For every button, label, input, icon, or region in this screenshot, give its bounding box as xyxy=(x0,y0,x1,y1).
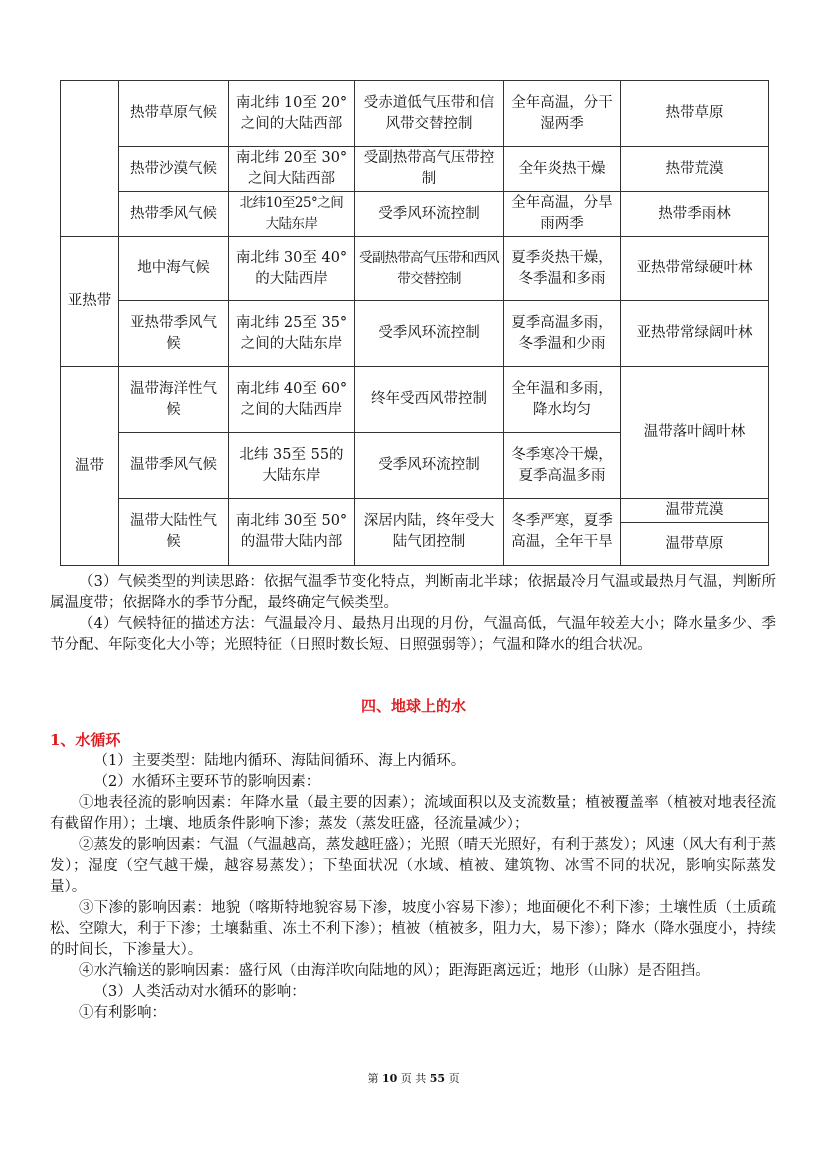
location-cell: 北纬10至25°之间大陆东岸 xyxy=(229,192,355,237)
cause-cell: 受季风环流控制 xyxy=(355,433,504,499)
location-cell: 南北纬 10至 20°之间的大陆西部 xyxy=(229,81,355,147)
zone-cell: 亚热带 xyxy=(61,237,119,367)
type-cell: 热带沙漠气候 xyxy=(119,147,229,192)
location-cell: 南北纬 40至 60°之间的大陆西岸 xyxy=(229,367,355,433)
feature-cell: 冬季寒冷干燥，夏季高温多雨 xyxy=(504,433,621,499)
vegetation-cell: 亚热带常绿阔叶林 xyxy=(621,301,769,367)
climate-notes xyxy=(50,572,776,656)
table-row xyxy=(61,81,769,147)
feature-cell: 全年炎热干燥 xyxy=(504,147,621,192)
paragraph: （2）水循环主要环节的影响因素： xyxy=(93,774,321,790)
cause-cell: 深居内陆，终年受大陆气团控制 xyxy=(355,499,504,566)
page-footer xyxy=(0,1070,827,1086)
footer-text: 第 xyxy=(367,1072,379,1085)
table-row xyxy=(61,192,769,237)
location-cell: 南北纬 30至 40°的大陆西岸 xyxy=(229,237,355,301)
feature-cell: 夏季高温多雨，冬季温和少雨 xyxy=(504,301,621,367)
cause-cell: 受副热带高气压带和西风带交替控制 xyxy=(355,237,504,301)
table-row xyxy=(61,237,769,301)
cause-cell: 受季风环流控制 xyxy=(355,301,504,367)
feature-cell: 全年高温，分旱雨两季 xyxy=(504,192,621,237)
feature-cell: 全年温和多雨，降水均匀 xyxy=(504,367,621,433)
zone-cell xyxy=(61,81,119,237)
table-row xyxy=(61,499,769,523)
footer-text: 页 xyxy=(448,1072,460,1085)
paragraph: （3）气候类型的判读思路：依据气温季节变化特点，判断南北半球；依据最冷月气温或最热月气温，判断所属温度带；依据降水的季节分配，最终确定气候类型。 xyxy=(50,574,776,611)
footer-text: 页 共 xyxy=(400,1072,427,1085)
vegetation-cell: 热带季雨林 xyxy=(621,192,769,237)
total-pages: 55 xyxy=(429,1072,446,1085)
climate-table xyxy=(60,80,769,566)
type-cell: 热带草原气候 xyxy=(119,81,229,147)
location-cell: 北纬 35至 55的大陆东岸 xyxy=(229,433,355,499)
page-number: 10 xyxy=(381,1072,398,1085)
vegetation-cell: 温带草原 xyxy=(621,523,769,566)
vegetation-cell: 温带荒漠 xyxy=(621,499,769,523)
vegetation-cell: 热带荒漠 xyxy=(621,147,769,192)
table-row xyxy=(61,301,769,367)
table-row xyxy=(61,147,769,192)
vegetation-cell: 温带落叶阔叶林 xyxy=(621,367,769,499)
subsection-title: 1、水循环 xyxy=(50,731,121,749)
location-cell: 南北纬 20至 30°之间大陆西部 xyxy=(229,147,355,192)
paragraph: （3）人类活动对水循环的影响： xyxy=(93,984,306,1000)
paragraph: ①有利影响： xyxy=(79,1005,166,1021)
cause-cell: 受赤道低气压带和信风带交替控制 xyxy=(355,81,504,147)
paragraph: （1）主要类型：陆地内循环、海陆间循环、海上内循环。 xyxy=(93,753,466,769)
paragraph: ②蒸发的影响因素：气温（气温越高，蒸发越旺盛）；光照（晴天光照好，有利于蒸发）；风速（风大有利于蒸发）；湿度（空气越干燥，越容易蒸发）；下垫面状况（水域、植被、建筑物、冰雪不同的状况，影响实际蒸发量）。 xyxy=(50,837,776,895)
cause-cell: 终年受西风带控制 xyxy=(355,367,504,433)
cause-cell: 受季风环流控制 xyxy=(355,192,504,237)
cause-cell: 受副热带高气压带控制 xyxy=(355,147,504,192)
paragraph: （4）气候特征的描述方法：气温最冷月、最热月出现的月份，气温高低，气温年较差大小；降水量多少、季节分配、年际变化大小等；光照特征（日照时数长短、日照强弱等）；气温和降水的组合状况。 xyxy=(50,616,776,653)
paragraph: ③下渗的影响因素：地貌（喀斯特地貌容易下渗，坡度小容易下渗）；地面硬化不利下渗；土壤性质（土质疏松、空隙大，利于下渗；土壤黏重、冻土不利下渗）；植被（植被多，阻力大，易下渗）；降水（降水强度小，持续的时间长，下渗量大）。 xyxy=(50,900,776,958)
feature-cell: 冬季严寒，夏季高温，全年干旱 xyxy=(504,499,621,566)
type-cell: 温带大陆性气候 xyxy=(119,499,229,566)
type-cell: 温带海洋性气候 xyxy=(119,367,229,433)
water-cycle-notes xyxy=(50,751,776,1024)
vegetation-cell: 热带草原 xyxy=(621,81,769,147)
paragraph: ④水汽输送的影响因素：盛行风（由海洋吹向陆地的风）；距海距离远近；地形（山脉）是否阻挡。 xyxy=(79,963,710,979)
section-title: 四、地球上的水 xyxy=(360,697,466,715)
type-cell: 地中海气候 xyxy=(119,237,229,301)
type-cell: 亚热带季风气候 xyxy=(119,301,229,367)
paragraph: ①地表径流的影响因素：年降水量（最主要的因素）；流域面积以及支流数量；植被覆盖率（植被对地表径流有截留作用）；土壤、地质条件影响下渗；蒸发（蒸发旺盛，径流量减少）； xyxy=(50,795,776,832)
vegetation-cell: 亚热带常绿硬叶林 xyxy=(621,237,769,301)
zone-cell: 温带 xyxy=(61,367,119,566)
type-cell: 温带季风气候 xyxy=(119,433,229,499)
feature-cell: 夏季炎热干燥，冬季温和多雨 xyxy=(504,237,621,301)
type-cell: 热带季风气候 xyxy=(119,192,229,237)
location-cell: 南北纬 25至 35°之间的大陆东岸 xyxy=(229,301,355,367)
location-cell: 南北纬 30至 50°的温带大陆内部 xyxy=(229,499,355,566)
table-row xyxy=(61,367,769,433)
feature-cell: 全年高温，分干湿两季 xyxy=(504,81,621,147)
